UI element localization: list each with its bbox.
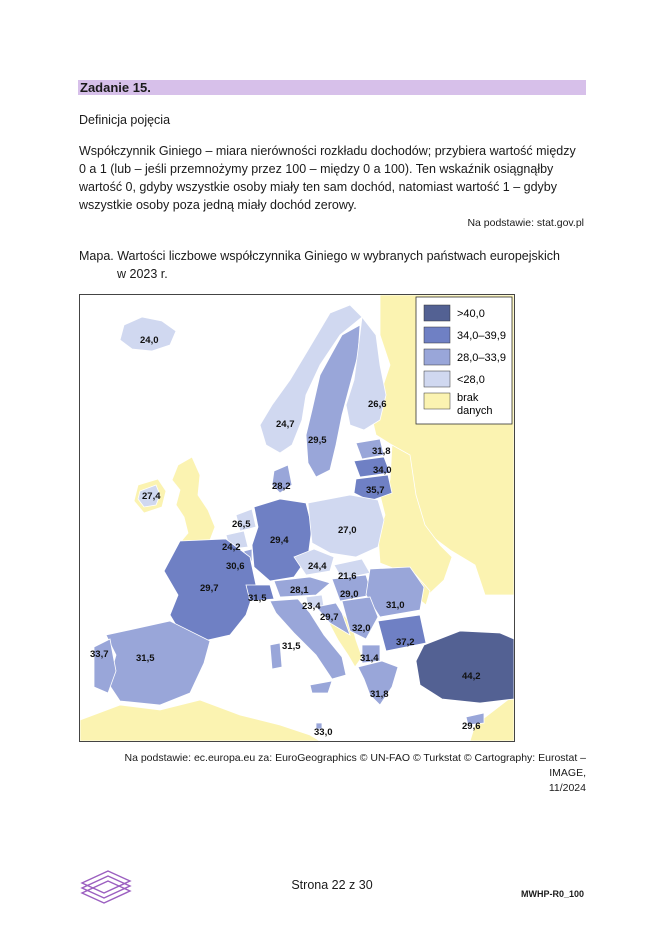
map-caption-line2: w 2023 r.	[117, 267, 168, 281]
map-svg	[80, 295, 514, 741]
task-title: Zadanie 15.	[78, 80, 586, 95]
country-uk	[172, 457, 215, 545]
country-spain	[106, 621, 210, 705]
value-finland: 26,6	[368, 399, 387, 410]
country-north-africa	[80, 700, 320, 741]
value-hungary: 29,0	[340, 589, 359, 600]
value-netherlands: 26,5	[232, 519, 251, 530]
map-legend	[416, 297, 512, 424]
value-iceland: 24,0	[140, 335, 159, 346]
value-norway: 24,7	[276, 419, 295, 430]
value-malta: 33,0	[314, 727, 333, 738]
value-serbia: 32,0	[352, 623, 371, 634]
map-source	[100, 751, 586, 796]
value-greece: 31,8	[370, 689, 389, 700]
value-czechia: 24,4	[308, 561, 327, 572]
page-number: Strona 22 z 30	[291, 878, 373, 892]
value-cyprus: 29,6	[462, 721, 481, 732]
value-italy: 31,5	[282, 641, 301, 652]
definition-heading: Definicja pojęcia	[79, 113, 171, 127]
value-estonia: 31,8	[372, 446, 391, 457]
value-germany: 29,4	[270, 535, 289, 546]
legend-label-4: <28,0	[457, 374, 485, 386]
value-belgium: 24,2	[222, 542, 241, 553]
value-latvia: 34,0	[373, 465, 392, 476]
value-france: 29,7	[200, 583, 219, 594]
map-caption	[79, 247, 579, 283]
value-turkey: 44,2	[462, 671, 481, 682]
country-sicily	[310, 681, 332, 693]
value-poland: 27,0	[338, 525, 357, 536]
definition-source: Na podstawie: stat.gov.pl	[467, 217, 584, 229]
value-romania: 31,0	[386, 600, 405, 611]
legend-label-5a: brak	[457, 392, 479, 404]
value-lithuania: 35,7	[366, 485, 385, 496]
value-austria: 28,1	[290, 585, 309, 596]
value-ireland: 27,4	[142, 491, 161, 502]
map-source-line1: Na podstawie: ec.europa.eu za: EuroGeographics © UN-FAO © Turkstat © Cartography: Eurostat – IMAGE,	[124, 752, 586, 779]
value-bulgaria: 37,2	[396, 637, 415, 648]
value-denmark: 28,2	[272, 481, 291, 492]
value-north-macedonia: 31,4	[360, 653, 379, 664]
gini-map	[79, 294, 515, 742]
exam-code: MWHP-R0_100	[520, 889, 584, 899]
legend-label-1: >40,0	[457, 308, 485, 320]
definition-text: Współczynnik Giniego – miara nierówności rozkładu dochodów; przybiera wartość między 0 a 1 (lub – jeśli przemnożymy przez 100 – między 0 a 100). Ten wskaźnik osiągnąłby wartość 0, gdyby wszystkie osoby miały ten sam dochód, natomiast wartość 1 – gdyby wszystkie osoby poza jedną miały dochód zerowy.	[79, 144, 576, 212]
value-slovenia: 23,4	[302, 601, 321, 612]
legend-label-5b: danych	[457, 405, 493, 417]
country-sardinia	[270, 643, 282, 669]
country-turkey	[416, 631, 514, 703]
legend-label-2: 34,0–39,9	[457, 330, 506, 342]
map-caption-line1: Mapa. Wartości liczbowe współczynnika Giniego w wybranych państwach europejskich	[79, 249, 560, 263]
value-slovakia: 21,6	[338, 571, 357, 582]
value-portugal: 33,7	[90, 649, 109, 660]
value-sweden: 29,5	[308, 435, 327, 446]
value-croatia: 29,7	[320, 612, 339, 623]
value-luxembourg: 30,6	[226, 561, 245, 572]
value-spain: 31,5	[136, 653, 155, 664]
map-source-line2: 11/2024	[548, 782, 586, 794]
value-switzerland: 31,5	[248, 593, 267, 604]
legend-label-3: 28,0–33,9	[457, 352, 506, 364]
